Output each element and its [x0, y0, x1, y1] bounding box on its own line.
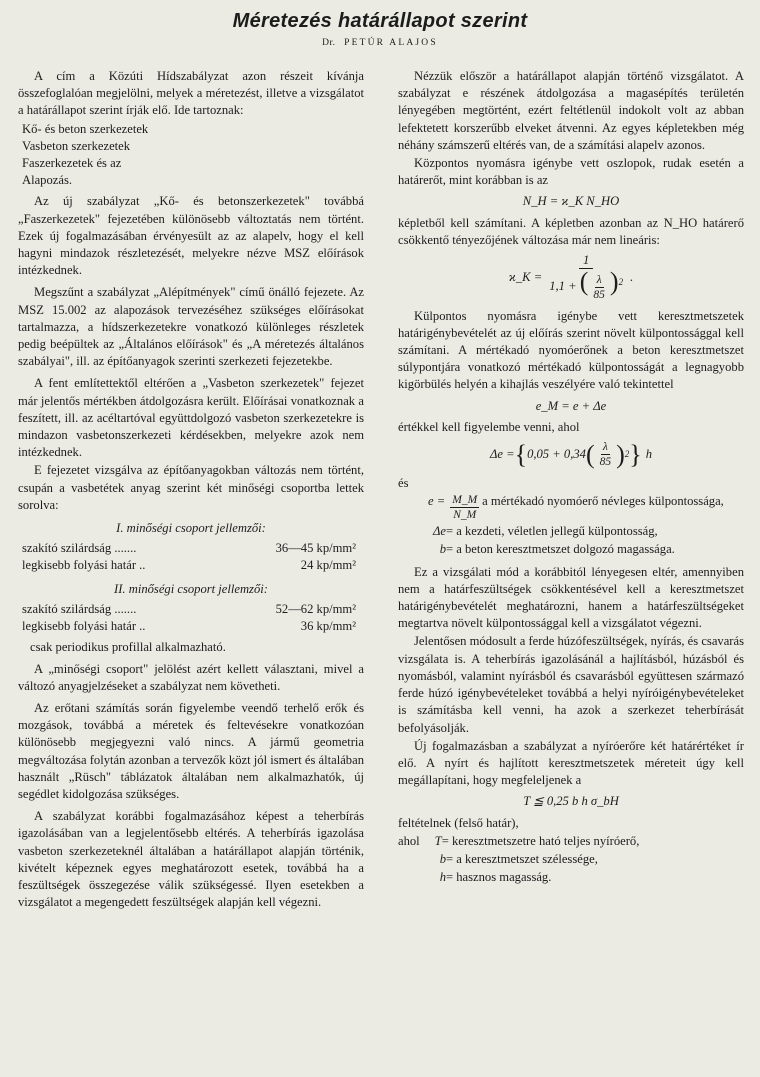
n-m: N_M — [453, 509, 477, 522]
definition-b — [398, 541, 744, 558]
formula-h: h — [645, 446, 653, 461]
def-symbol: T — [434, 833, 442, 848]
paragraph: Ez a vizsgálati mód a korábbitól lényegesen eltér, amennyiben nem a határfeszültségek csökkentésével kell a keresztmetszet határigénybevételét meghatározni, hanem a határfeszültségeket megtartva növelt külpontossággal kell a vizsgálatot végezni. — [398, 564, 744, 631]
definition-e — [398, 493, 744, 522]
paragraph: A fent említettektől eltérően a „Vasbeton szerkezetek" fejezet már jelentős mértékben átdolgozásra került. Előírásai vonatkoznak a feszített, ill. az acéltartóval együttdolgozó vasbeton szerkezetekre is mindazon vasbetonszerkezeti kérdésekben, melyekre azok nem intézkednek. — [18, 376, 364, 460]
property-label: szakító szilárdság ....... — [22, 541, 137, 556]
fraction-denominator: 1,1 + ( $\frac{\lambda}{85}$ )$^2$ — [549, 267, 624, 301]
def-text: a mértékadó nyomóerő névleges külpontossága, — [482, 494, 724, 509]
def-text: = keresztmetszetre ható teljes nyíróerő, — [441, 833, 640, 848]
property-row — [18, 618, 364, 635]
list-item: Faszerkezetek és az — [22, 156, 122, 171]
def-prefix: ahol — [398, 833, 420, 848]
property-row — [18, 601, 364, 618]
list-item: Alapozás. — [22, 173, 73, 188]
def-symbol: b — [439, 851, 446, 866]
def-lhs: e = — [428, 494, 446, 509]
paragraph: A cím a Közúti Hídszabályzat azon részeit kívánja összefoglalóan megjelölni, melyek a méretezést, illetve a vizsgálatot a határállapot szerint írják elő. Ide tartoznak: — [18, 69, 364, 118]
lambda-fraction — [591, 273, 607, 302]
formula-lhs: ϰ_K = — [508, 269, 543, 284]
lambda: λ — [602, 441, 608, 454]
paragraph: Nézzük először a határállapot alapján történő vizsgálatot. A szabályzat e részének átdolgozása a magasépítés területén lényegében megtörtént, ezért feltétlenül indokolt volt az abban lefektetett korszerűbb elveket átvenni. Az egyes képletekben még néhány számszerű eltérés van, de a számítási alapelv azonos. — [398, 69, 744, 152]
lambda-fraction — [598, 440, 614, 469]
property-value: 36 kp/mm² — [300, 619, 356, 634]
property-value: 24 kp/mm² — [300, 558, 356, 573]
property-label: legkisebb folyási határ .. — [22, 558, 146, 573]
def-text: = a kezdeti, véletlen jellegű külpontosság, — [446, 524, 658, 539]
def-text: = a keresztmetszet szélessége, — [446, 851, 598, 866]
paragraph: értékkel kell figyelembe venni, ahol — [398, 419, 580, 434]
lambda: λ — [596, 273, 602, 286]
m-m: M_M — [452, 494, 478, 507]
paragraph: Jelentősen módosult a ferde húzófeszültségek, nyírás, és csavarás vizsgálata is. A teherbírás igazolásánál a hajlításból, húzásból és nyomásból, valamint nyírásból és csavarásból együttesen származó ferde húzó igénybevételeket továbbá a helyi nyíróigénybevételeket is számításba kell venni, ha azok a szerkezet teherbírását befolyásolják. — [398, 634, 744, 735]
left-column — [18, 68, 364, 912]
formula-lhs: Δe = — [489, 446, 515, 461]
def-text: = hasznos magasság. — [446, 870, 552, 885]
author-name: PETÚR ALAJOS — [344, 38, 438, 48]
def-symbol: b — [439, 542, 446, 557]
paragraph: Az erőtani számítás során figyelembe veendő terhelő erők és mozgások, továbbá a méretek és feltevésekre vonatkozóan különösebb megjegyezni való nincs. A jármű geometria megváltozása folytán azonban a tervezők közt jól ismert és általában használt „Rüsch" táblázatok általában nem alkalmazhatók, új segédlet kidolgozása szükséges. — [18, 700, 364, 801]
formula-fraction — [545, 253, 627, 302]
formula-delta-e: Δe = { 0,05 + 0,34 ( $\frac{\lambda}{85}$ ) 2 } h — [489, 439, 653, 469]
denominator-term: 1,1 + — [549, 279, 577, 294]
list-item: Kő- és beton szerkezetek — [22, 121, 149, 136]
paragraph: Az új szabályzat „Kő- és betonszerkezetek" továbbá „Faszerkezetek" fejezetében különösebb változtatás nem történt. Ezek új fogalmazásában érvényesült az az alapelv, hogy el kell hagyni mindazok részletezését, melyekre nézve MSZ előírások intézkednek. — [18, 194, 364, 278]
list-item: Vasbeton szerkezetek — [22, 138, 131, 153]
definition-b2 — [398, 851, 744, 868]
paragraph: Megszűnt a szabályzat „Alépítmények" című önálló fejezete. Az MSZ 15.002 az alapozások tervezéséhez szükséges előírásokat tartalmazza, a hídszerkezetekre vonatkozó különleges részletek pedig beépültek az „Általános előírások" és „A méretezés általános szabályai", ill. az építőanyagok szerinti szerkezeti fejezetekbe. — [18, 285, 364, 369]
group2-title: II. minőségi csoport jellemzői: — [114, 581, 268, 596]
property-value: 36—45 kp/mm² — [275, 541, 356, 556]
definition-delta-e — [398, 523, 744, 540]
paragraph: E fejezetet vizsgálva az építőanyagokban változás nem történt, csupán a vasbetétek anyag szerint két minőségi csoportba lettek sorolva: — [18, 463, 364, 512]
def-symbol: h — [439, 870, 446, 885]
property-row — [18, 557, 364, 574]
def-symbol: Δe — [433, 524, 446, 539]
paragraph: képletből kell számítani. A képletben azonban az N_HO határerő csökkentő tényezőjének változása már nem lineáris: — [398, 215, 744, 247]
fraction-numerator: 1 — [579, 253, 593, 269]
author-prefix: Dr. — [322, 38, 336, 48]
definition-h — [398, 869, 744, 886]
paragraph: Külpontos nyomásra igénybe vett keresztmetszetek határigénybevételét az új előírás szerint növelt külpontossággal kell számítani. A mértékadó nyomóerőnek a beton keresztmetszet súlypontjára vonatkozó mértékadó külpontosságát a legnagyobb kigörbülés helyén a kihajlás veszélyére való tekintettel — [398, 308, 744, 392]
paragraph: feltételnek (felső határ), — [398, 815, 519, 830]
group1-title: I. minőségi csoport jellemzői: — [116, 521, 266, 536]
article-title: Méretezés határállapot szerint — [232, 10, 528, 32]
formula-shear: T ≦ 0,25 b h σ_bH — [523, 794, 619, 809]
es-word: és — [398, 476, 409, 491]
paragraph: Új fogalmazásban a szabályzat a nyíróerőre két határértéket ír elő. A nyírt és hajlított keresztmetszetek méreteit úgy kell megállapítani, hogy megfeleljenek a — [398, 738, 744, 788]
formula-kappa: ϰ_K = 1 1,1 + ( $\frac{\lambda}{85}$ )$^2$ . — [508, 253, 634, 301]
paragraph: Központos nyomásra igénybe vett oszlopok, rudak esetén a határerőt, mint korábban is az — [398, 156, 744, 188]
paragraph: A „minőségi csoport" jelölést azért kellett választani, mivel a változó anyagjelzéseket a szabályzat nem követheti. — [18, 661, 364, 693]
formula-e-m: e_M = e + Δe — [535, 398, 607, 413]
right-column — [398, 68, 744, 887]
def-text: = a beton keresztmetszet dolgozó magassága. — [446, 542, 675, 557]
definition-t — [398, 833, 744, 850]
eighty-five: 85 — [599, 456, 612, 469]
property-value: 52—62 kp/mm² — [275, 601, 356, 616]
property-label: legkisebb folyási határ .. — [22, 619, 146, 634]
formula-n-h: N_H = ϰ_K N_HO — [522, 194, 620, 209]
eighty-five: 85 — [593, 288, 605, 301]
property-label: szakító szilárdság ....... — [22, 601, 137, 616]
formula-term: 0,05 + 0,34 — [527, 446, 586, 461]
paragraph: A szabályzat korábbi fogalmazásához képest a teherbírás igazolásában van a legjelentősebb eltérés. A teherbírás igazolása vasbeton szerkezeteknél általában a határállapot alapján történik, kivételt képeznek egyes meghatározott esetek, továbbá ha a feszültségek összegezése válik szükségessé. Ilyen esetekben a vizsgálatot a megengedett feszültségek alapján kell végezni. — [18, 809, 364, 910]
property-row — [18, 540, 364, 557]
moment-fraction — [450, 493, 479, 522]
group2-note: csak periodikus profillal alkalmazható. — [30, 640, 226, 655]
author-line — [0, 38, 760, 48]
